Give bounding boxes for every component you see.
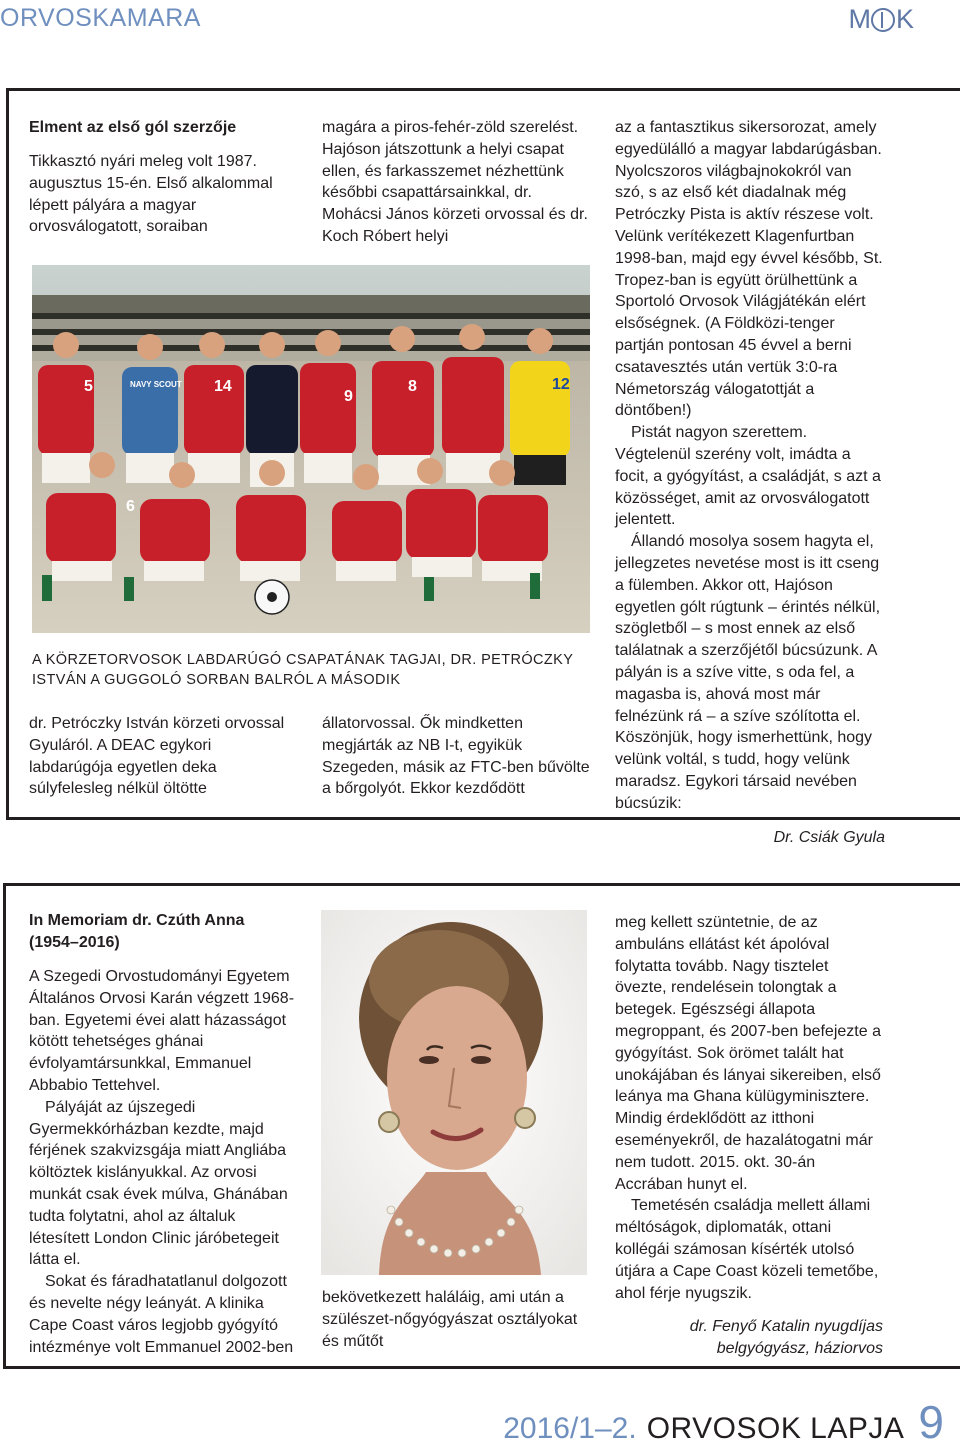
article2-title-line2: (1954–2016): [29, 934, 120, 951]
article1-col3-para3: Állandó mosolya sosem hagyta el, jellegzetes nevetése most is itt cseng a fülemben. Akkor ott, Hajóson egyetlen gólt rúgtunk – érintés nélkül, szögletből – s most ennek az első találatnak a szerzőjétől búcsúzunk. A pályán is a szíve vitte, s oda fel, a magasba is, ahová most már felnézünk rá – a szíve szólította el. Köszönjük, hogy ismerhettünk, hogy velünk voltál, s tudd, hogy velünk maradsz. Egykori társaid nevében búcsúzik:: [615, 533, 881, 812]
mok-logo: M K: [848, 3, 913, 34]
jersey-number-2: 14: [214, 378, 232, 395]
jersey-number-5: 12: [552, 376, 570, 393]
article2-col1-para1: A Szegedi Orvostudományi Egyetem Általános Orvosi Karán végzett 1968-ban. Egyetemi évei alatt házasságot kötött tehetséges ghánai évfolyamtársunkkal, Emmanuel Abbabio Tettehvel.: [29, 968, 295, 1094]
article2-title-line1: In Memoriam dr. Czúth Anna: [29, 912, 245, 929]
team-photo-image: [32, 265, 590, 633]
page-footer: [503, 1396, 944, 1448]
article1-signature: Dr. Csiák Gyula: [773, 828, 885, 846]
section-title: ORVOSKAMARA: [0, 4, 201, 32]
article1-column1-top: [29, 117, 299, 238]
photo-caption: A KÖRZETORVOSOK LABDARÚGÓ CSAPATÁNAK TAGJAI, DR. PETRÓCZKY ISTVÁN A GUGGOLÓ SORBAN BALRÓL A MÁSODIK: [32, 652, 574, 688]
jersey-number-6: 6: [126, 498, 135, 515]
article1-column2-top: [322, 117, 592, 248]
article2-column3: [615, 912, 883, 1360]
page-number: 9: [918, 1396, 944, 1448]
article2-col3-para2: Temetésén családja mellett állami méltóságok, diplomaták, ottani kollégái számosan kísérték utolsó útjára a Cape Coast közeli temetőbe, ahol férje nyugszik.: [615, 1197, 879, 1302]
article1-title: Elment az első gól szerzője: [29, 119, 237, 136]
jersey-number-1: 5: [84, 378, 93, 395]
article2-signature-line2: belgyógyász, háziorvos: [716, 1340, 883, 1358]
jersey-number-3: 8: [408, 378, 417, 395]
article2-signature-line1: dr. Fenyő Katalin nyugdíjas: [689, 1318, 883, 1336]
article2-column2-bottom: [322, 1287, 590, 1352]
article2-col2-bottom-text: bekövetkezett haláláig, ami után a szülészet-nőgyógyászat osztályokat és műtőt: [322, 1289, 578, 1350]
article2-col1-para3: Sokat és fáradhatatlanul dolgozott és nevelte négy leányát. A klinika Cape Coast város legjobb gyógyító intézménye volt Emmanuel 2002-ben: [29, 1273, 294, 1356]
shirt-print: NAVY SCOUT: [130, 380, 182, 389]
journal-name: ORVOSOK LAPJA: [646, 1412, 905, 1445]
jersey-number-4: 9: [344, 388, 353, 405]
article1-col3-para1: az a fantasztikus sikersorozat, amely egyedülálló a magyar labdarúgásban. Nyolcszoros világbajnokokról van szó, s az első két diadalnak még Petróczky Pista is aktív részese volt. Velünk verítékezett Klagenfurtban 1998-ban, majd egy évvel később, St. Tropez-ban is együtt örülhettünk a Sportoló Orvosok Világjátékán elért elsőségnek. (A Földközi-tenger partján pontosan 45 évvel a berni csatavesztés után vertük 3:0-ra Németország válogatottját a döntőben!): [615, 119, 883, 420]
article1-col2-top-text: magára a piros-fehér-zöld szerelést. Hajóson játszottunk a helyi csapat ellen, és farkasszemet nézhettünk későbbi csapattársainkkal, dr. Mohácsi János körzeti orvossal és dr. Koch Róbert helyi: [322, 119, 588, 245]
article1-column2-bottom: [322, 713, 592, 800]
issue-number: 2016/1–2.: [503, 1412, 637, 1445]
article2-col3-para1: meg kellett szüntetnie, de az ambuláns ellátást két ápolóval folytatta tovább. Nagy tisztelet övezte, rendelésein tolongtak a betegek. Egészségi állapota megroppant, és 2007-ben befejezte a gyógyítást. Sok örömet talált hat unokájában és lányai sikereiben, első leánya ma Ghana külügyminisztere. Mindig érdeklődött az itthoni eseményekről, de hazalátogatni már nem tudott. 2015. okt. 30-án Accrában hunyt el.: [615, 914, 881, 1193]
seal-icon: [871, 8, 895, 32]
article1-col1-top-text: Tikkasztó nyári meleg volt 1987. augusztus 15-én. Első alkalommal lépett pályára a magyar orvosválogatott, soraiban: [29, 153, 273, 236]
portrait-image: [321, 910, 587, 1275]
article2-col1-para2: Pályáját az újszegedi Gyermekkórházban kezdte, majd férjének szakvizsgája miatt Angliába költöztek kislányukkal. Az orvosi munkát csak évek múlva, Ghánában tudta folytatni, ahol az általuk létesített London Clinic járóbetegeit látta el.: [29, 1098, 288, 1269]
article2-column1: [29, 910, 297, 1358]
portrait-photo: [321, 910, 587, 1275]
article1-col3-para2: Pistát nagyon szerettem. Végtelenül szerény volt, imádta a focit, a gyógyítást, a családját, s azt a közösséget, amit az orvosválogatott jelentett.: [615, 424, 881, 529]
article1-column3: [615, 117, 885, 848]
article1-col1-bottom-text: dr. Petróczky István körzeti orvossal Gyuláról. A DEAC egykori labdarúgója egyetlen deka súlyfelesleg nélkül öltötte: [29, 715, 285, 798]
article1-col2-bottom-text: állatorvossal. Ők mindketten megjárták az NB I-t, egyikük Szegeden, másik az FTC-ben bűvölte a bőrgolyót. Ekkor kezdődött: [322, 715, 590, 798]
article1-column1-bottom: [29, 713, 299, 800]
team-photo: [32, 265, 590, 633]
